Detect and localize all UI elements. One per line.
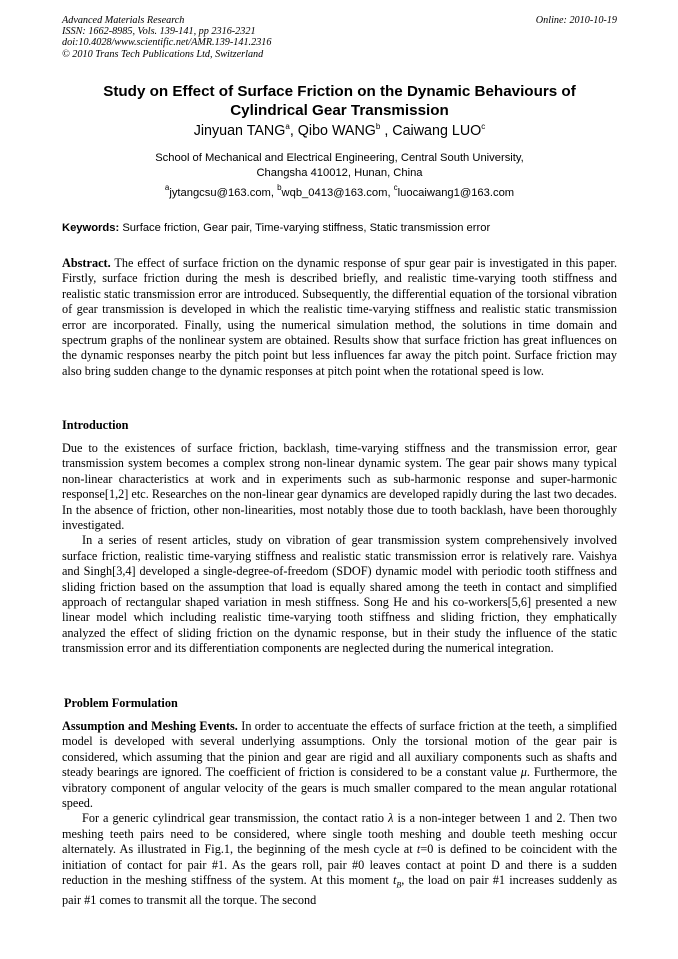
- paragraph-text: . Furthermore, the vibratory component of angular velocity of the gears is much smaller compared to the mean angular rotational speed.: [62, 765, 618, 811]
- email-address: luocaiwang1@163.com: [397, 187, 515, 199]
- mu-symbol: μ: [520, 765, 527, 780]
- paragraph-text: For a generic cylindrical gear transmission, the contact ratio: [82, 811, 385, 826]
- affiliation: [62, 151, 617, 181]
- paragraph-text: , the load on pair #1 increases suddenly as pair #1 comes to transmit all the torque. The second: [62, 873, 618, 907]
- keywords: [62, 221, 617, 236]
- introduction-heading: Introduction: [62, 418, 129, 432]
- email-separator: ,: [270, 187, 278, 199]
- introduction-paragraph-1: Due to the existences of surface friction, backlash, time-varying stiffness and the transmission error, gear transmission system becomes a complex strong non-linear dynamic system. The gear pair shows many typical non-linear characteristics at work and in experiments such as sub-harmonic response and super-harmonic response[1,2] etc. Researches on the non-linear gear dynamics are developed rapidly during the last two decades. In the absence of friction, other non-linearities, most notably those due to tooth backlash, have been thoroughly investigated.: [62, 441, 617, 533]
- email-list: [62, 183, 617, 201]
- problem-formulation-heading: Problem Formulation: [64, 696, 178, 710]
- author-separator: ,: [289, 123, 298, 139]
- copyright-line: © 2010 Trans Tech Publications Ltd, Switzerland: [62, 48, 264, 60]
- problem-paragraph-2: [62, 811, 617, 908]
- keywords-label: Keywords:: [62, 222, 120, 234]
- author-name: Caiwang LUO: [392, 123, 482, 139]
- email-sup: b: [277, 183, 282, 192]
- author-name: Qibo WANG: [297, 123, 376, 139]
- doi-line: doi:10.4028/www.scientific.net/AMR.139-141.2316: [62, 37, 272, 49]
- paragraph-text: =0 is defined to be coincident with the initiation of contact for pair #1. As the gears roll, pair #0 leaves contact at point D and there is a sudden reduction in the meshing stiffness of the system. At this moment: [62, 842, 618, 888]
- lambda-symbol: λ: [388, 811, 394, 826]
- time-variable: t: [416, 842, 421, 857]
- title-line-1: Study on Effect of Surface Friction on the Dynamic Behaviours of: [103, 83, 576, 100]
- abstract-label: Abstract.: [62, 256, 111, 270]
- email-address: jytangcsu@163.com: [169, 187, 271, 199]
- problem-formulation-body: [62, 719, 617, 908]
- author-separator: ,: [380, 123, 393, 139]
- affiliation-line-2: Changsha 410012, Hunan, China: [256, 167, 423, 179]
- author-sup: a: [285, 122, 290, 131]
- keywords-text: Surface friction, Gear pair, Time-varying stiffness, Static transmission error: [122, 222, 491, 234]
- email-address: wqb_0413@163.com: [281, 187, 388, 199]
- subsection-label: Assumption and Meshing Events.: [62, 719, 238, 733]
- affiliation-line-1: School of Mechanical and Electrical Engineering, Central South University,: [155, 152, 524, 164]
- paragraph-text: In order to accentuate the effects of surface friction at the teeth, a simplified model is developed with several underlying assumptions. Only the torsional motion of the gear pair is considered, which assuming that the pinion and gear are rigid and all auxiliary components such as shafts and steady bearings are ignored. The coefficient of friction is considered to be a constant value: [62, 719, 618, 780]
- email-sup: a: [164, 183, 170, 192]
- email-sup: c: [393, 183, 398, 192]
- journal-header: [62, 15, 617, 60]
- abstract: [62, 256, 617, 379]
- problem-paragraph-1: [62, 719, 617, 811]
- online-date: Online: 2010-10-19: [535, 15, 617, 26]
- introduction-body: [62, 441, 617, 657]
- author-list: [62, 122, 617, 140]
- issn-line: ISSN: 1662-8985, Vols. 139-141, pp 2316-2321: [62, 26, 256, 38]
- paragraph-text: is a non-integer between 1 and 2. Then two meshing teeth pairs need to be considered, where single tooth meshing and double teeth meshing occur alternately. As illustrated in Fig.1, the beginning of the mesh cycle at: [62, 811, 618, 857]
- author-sup: b: [375, 122, 381, 131]
- time-variable: t: [392, 873, 397, 888]
- email-separator: ,: [387, 187, 394, 199]
- abstract-text: The effect of surface friction on the dynamic response of spur gear pair is investigated in this paper. Firstly, surface friction during the mesh is described briefly, and realistic time-varying tooth stiffness and realistic static transmission error are introduced. Subsequently, the differential equation of the torsional vibration of gear transmission is developed in which the realistic time-varying stiffness and realistic static transmission error are incorporated. Finally, using the numerical simulation method, the solutions in time domain and spectrum graphs of the nonlinear system are obtained. Results show that surface friction has great influences on the dynamic responses nearby the pitch point but less influences far away the pitch point. Surface friction may also bring sudden change to the dynamic responses at pitch point when the rotational speed is low.: [62, 256, 618, 378]
- time-subscript: B: [396, 880, 402, 890]
- paper-title: [62, 82, 617, 120]
- title-line-2: Cylindrical Gear Transmission: [230, 102, 449, 119]
- author-name: Jinyuan TANG: [193, 123, 286, 139]
- introduction-paragraph-2: In a series of resent articles, study on vibration of gear transmission system comprehensively involved surface friction, realistic time-varying stiffness and realistic static transmission error is relatively rare. Vaishya and Singh[3,4] developed a single-degree-of-freedom (SDOF) dynamic model with periodic tooth stiffness and sliding friction based on the assumption that load is equally shared among the teeth in contact and simplified approach of rectangular shaped variation in mesh stiffness. Song He and his co-workers[5,6] presented a new linear model which including realistic time-varying tooth stiffness and sliding friction, they emphatically analyzed the effect of sliding friction on the dynamic response, but in their study the influence of the static transmission error and its differentiation components are neglected during the numerical integration.: [62, 533, 617, 656]
- journal-name: Advanced Materials Research: [62, 15, 185, 26]
- author-sup: c: [481, 122, 486, 131]
